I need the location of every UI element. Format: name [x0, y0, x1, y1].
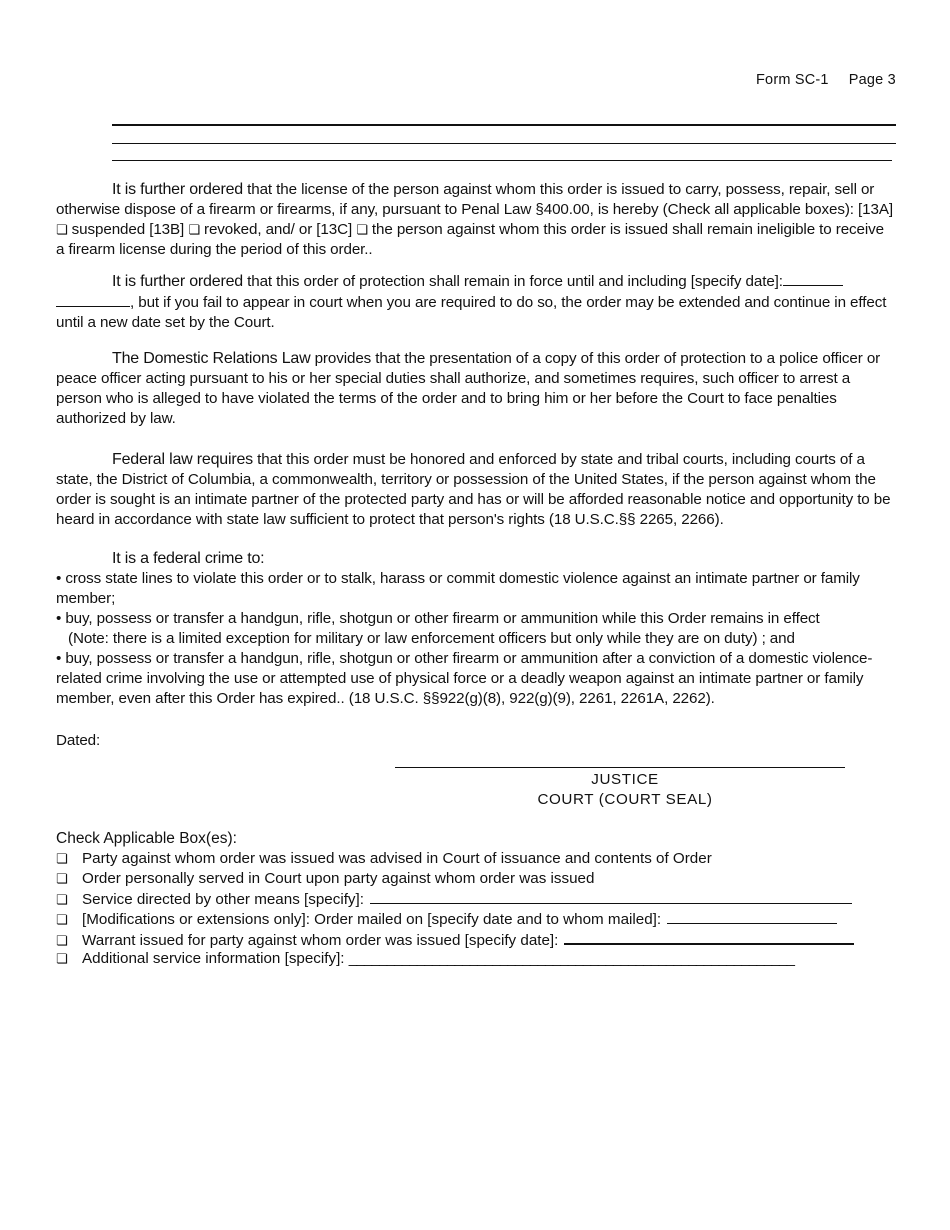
signature-block [395, 770, 855, 810]
federal-lead: Federal law requires [112, 451, 253, 468]
additional-info-field[interactable]: ___________________________________________________________ [348, 950, 795, 967]
top-rule-3 [112, 160, 892, 161]
firearm-option-suspended: suspended [13B] [67, 221, 189, 238]
federal-crime-section [56, 549, 896, 709]
check-item-label: Party against whom order was issued was advised in Court of issuance and contents of Order [82, 850, 712, 867]
page-number: Page 3 [848, 72, 896, 88]
check-item-label: Warrant issued for party against whom order was issued [specify date]: [82, 932, 559, 949]
dated-label: Dated: [56, 732, 101, 749]
drl-lead: The Domestic Relations Law [112, 350, 311, 367]
form-header [756, 70, 906, 90]
crime-bullet-3: • buy, possess or transfer a handgun, rifle, shotgun or other firearm or ammunition after a conviction of a domestic violence-related crime involving the use or attempted use of physical force or a deadly weapon against an intimate partner or family member, even after this Order has expired.. (18 U.S.C. §§922(g)(8), 922(g)(9), 2261, 2261A, 2262). [56, 650, 873, 707]
duration-text-b: , but if you fail to appear in court when you are required to do so, the order may be extended and continue in effect until a new date set by the Court. [56, 294, 887, 331]
top-rule-2 [112, 143, 896, 144]
check-item [56, 849, 876, 869]
checkbox-13a[interactable]: ❏ [56, 222, 68, 237]
firearm-lead: It is further ordered [112, 181, 243, 198]
firearm-license-paragraph [56, 180, 896, 260]
checklist-title: Check Applicable Box(es): [56, 830, 237, 847]
expiry-date-field-b[interactable] [56, 292, 130, 307]
other-means-field[interactable] [370, 889, 852, 904]
duration-text-a: that this order of protection shall remain in force until and including [specify date]: [242, 273, 783, 290]
signature-line[interactable] [395, 767, 845, 768]
checkbox-13b[interactable]: ❏ [188, 222, 200, 237]
firearm-option-revoked: revoked, and/ or [13C] [199, 221, 357, 238]
checkbox-personally-served[interactable]: ❏ [56, 871, 68, 886]
expiry-date-field-a[interactable] [783, 271, 843, 286]
federal-law-paragraph [56, 450, 896, 530]
check-item [56, 929, 876, 949]
checkbox-additional-info[interactable]: ❏ [56, 951, 68, 966]
check-item [56, 909, 876, 929]
firearm-text-a: that the license of the person against whom this order is issued to carry, possess, repair, sell or otherwise dispose of a firearm or firearms, if any, pursuant to Penal Law §400.00, is hereby (Check all applicable boxes): [13A] [56, 181, 894, 218]
justice-label: JUSTICE [591, 771, 659, 788]
order-duration-paragraph [56, 271, 896, 333]
check-item [56, 949, 876, 969]
crime-bullet-1: • cross state lines to violate this order or to stalk, harass or commit domestic violence against an intimate partner or family member; [56, 570, 860, 607]
checkbox-other-means[interactable]: ❏ [56, 892, 68, 907]
check-item [56, 889, 876, 909]
service-checklist [56, 829, 876, 969]
court-seal-label: COURT (COURT SEAL) [537, 791, 713, 808]
federal-text: that this order must be honored and enforced by state and tribal courts, including courts of a state, the District of Columbia, a commonwealth, territory or possession of the United States, if the person against whom the order is sought is an intimate partner of the protected party and has or will be afforded reasonable notice and opportunity to be heard in accordance with state law sufficient to protect that person's rights (18 U.S.C.§§ 2265, 2266). [56, 451, 891, 528]
duration-lead: It is further ordered [112, 273, 243, 290]
check-item [56, 869, 876, 889]
check-item-label: Order personally served in Court upon party against whom order was issued [82, 870, 595, 887]
mailed-date-field[interactable] [667, 909, 837, 924]
check-item-label: Additional service information [specify]: [82, 950, 345, 967]
top-rule-1 [112, 124, 896, 126]
checkbox-advised[interactable]: ❏ [56, 851, 68, 866]
crime-bullet-2-note: (Note: there is a limited exception for military or law enforcement officers but only while they are on duty) ; and [68, 630, 795, 647]
warrant-date-field[interactable] [564, 929, 854, 945]
crime-bullet-2: • buy, possess or transfer a handgun, rifle, shotgun or other firearm or ammunition while this Order remains in effect [56, 610, 820, 627]
checkbox-13c[interactable]: ❏ [356, 222, 368, 237]
form-number: Form SC-1 [756, 72, 829, 88]
drl-text: provides that the presentation of a copy of this order of protection to a police officer or peace officer acting pursuant to his or her special duties shall authorize, and sometimes requires, such officer to arrest a person who is alleged to have violated the terms of the order and to bring him or her before the Court to face penalties authorized by law. [56, 350, 881, 427]
domestic-relations-paragraph [56, 349, 896, 429]
check-item-label: [Modifications or extensions only]: Order mailed on [specify date and to whom mailed]: [82, 911, 662, 928]
check-item-label: Service directed by other means [specify]: [82, 891, 364, 908]
firearm-option-ineligible: the person against whom this order is issued shall remain ineligible to receive a firearm license during the period of this order.. [56, 221, 885, 258]
checkbox-mailed[interactable]: ❏ [56, 912, 68, 927]
checkbox-warrant[interactable]: ❏ [56, 933, 68, 948]
crime-lead: It is a federal crime to: [112, 550, 265, 567]
